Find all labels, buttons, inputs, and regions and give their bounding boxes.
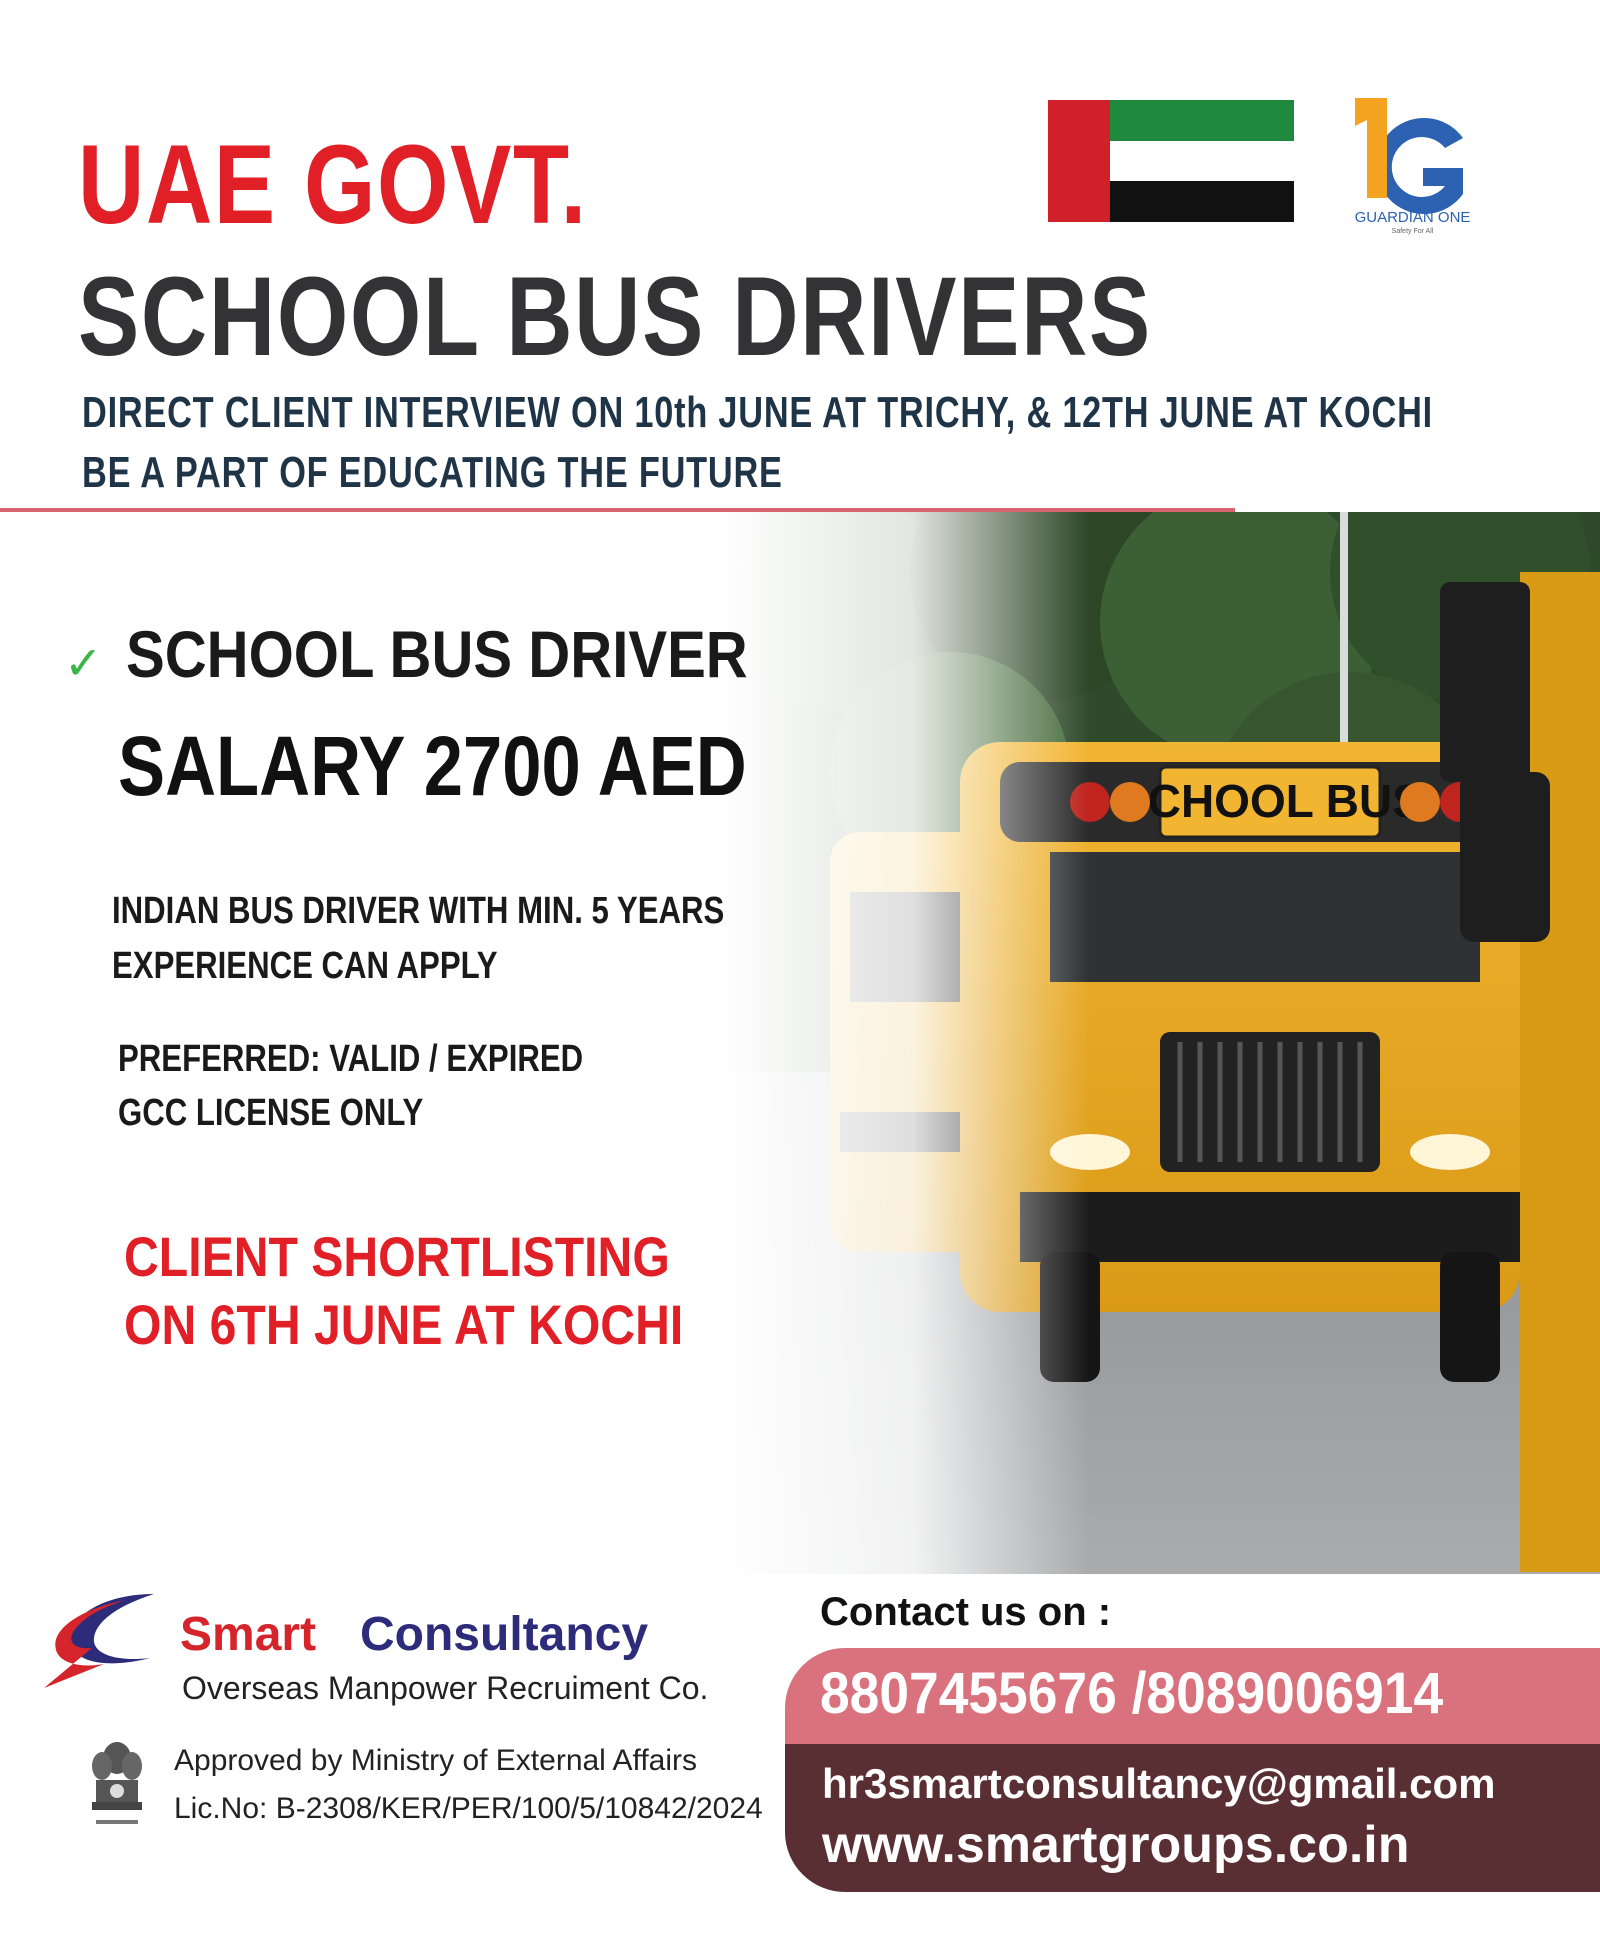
- approval-text: Approved by Ministry of External Affairs: [174, 1744, 698, 1777]
- preferred-line-2: GCC LICENSE ONLY: [118, 1092, 424, 1134]
- company-name-consultancy: Consultancy: [360, 1608, 649, 1661]
- preferred-line-1: PREFERRED: VALID / EXPIRED: [118, 1038, 584, 1080]
- shortlisting-line-2: ON 6TH JUNE AT KOCHI: [124, 1293, 684, 1356]
- phone-numbers[interactable]: 8807455676 /8089006914: [820, 1661, 1444, 1726]
- salary-text: SALARY 2700 AED: [118, 719, 747, 813]
- company-tagline: Overseas Manpower Recruiment Co.: [182, 1670, 709, 1706]
- guardian-one-name: GUARDIAN ONE: [1354, 209, 1471, 226]
- smart-consultancy-logo-icon: [42, 1588, 160, 1690]
- website-link[interactable]: www.smartgroups.co.in: [822, 1816, 1410, 1874]
- school-bus-photo: [720, 512, 1600, 1574]
- email-address[interactable]: hr3smartconsultancy@gmail.com: [822, 1760, 1496, 1807]
- contact-label: Contact us on :: [820, 1590, 1112, 1634]
- slogan-text: BE A PART OF EDUCATING THE FUTURE: [82, 448, 783, 497]
- requirement-line-1: INDIAN BUS DRIVER WITH MIN. 5 YEARS: [112, 890, 725, 932]
- license-number: Lic.No: B-2308/KER/PER/100/5/10842/2024: [174, 1792, 763, 1825]
- headline-uae-govt: UAE GOVT.: [78, 122, 588, 247]
- company-name-smart: Smart: [180, 1608, 317, 1661]
- uae-flag-icon: [1048, 100, 1294, 222]
- checkmark-icon: ✓: [64, 637, 103, 689]
- job-title: SCHOOL BUS DRIVER: [126, 617, 748, 691]
- interview-dates-text: DIRECT CLIENT INTERVIEW ON 10th JUNE AT TRICHY, & 12TH JUNE AT KOCHI: [82, 388, 1433, 437]
- requirement-line-2: EXPERIENCE CAN APPLY: [112, 945, 498, 987]
- headline-school-bus-drivers: SCHOOL BUS DRIVERS: [78, 254, 1152, 379]
- india-emblem-icon: [86, 1736, 148, 1836]
- shortlisting-line-1: CLIENT SHORTLISTING: [124, 1225, 670, 1288]
- guardian-one-tagline: Safety For All: [1391, 228, 1434, 235]
